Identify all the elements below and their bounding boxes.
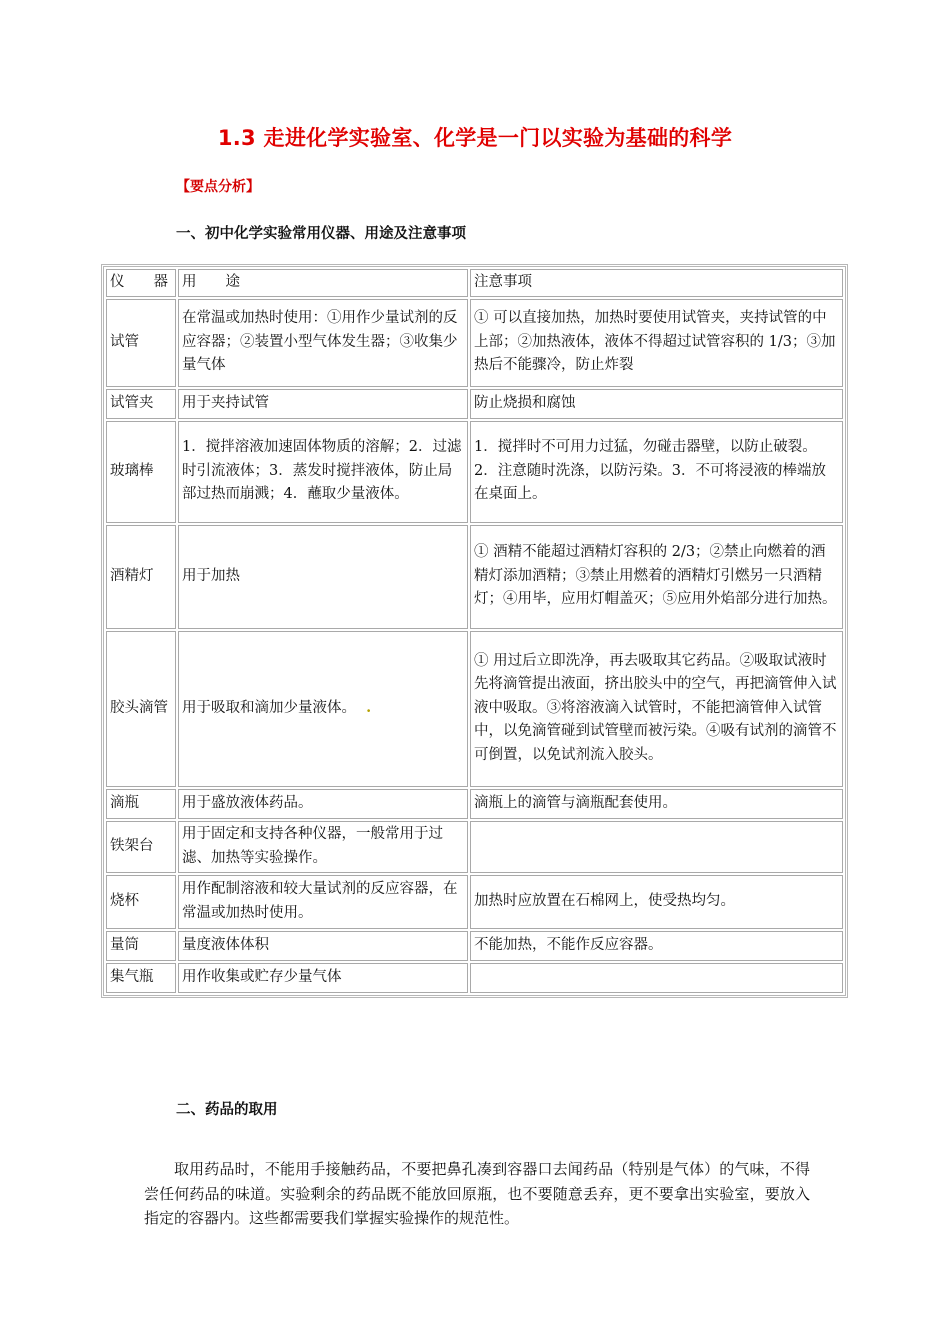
notes-cell: 1．搅拌时不可用力过猛，勿碰击器壁，以防止破裂。2．注意随时洗涤，以防污染。3．不可将浸液的棒端放在桌面上。 <box>470 421 843 523</box>
instrument-cell: 铁架台 <box>106 821 176 873</box>
notes-cell: ① 可以直接加热，加热时要使用试管夹，夹持试管的中上部；②加热液体，液体不得超过试管容积的 1/3；③加热后不能骤冷，防止炸裂 <box>470 299 843 387</box>
table-row <box>106 299 843 387</box>
header-instrument: 仪 器 <box>106 269 176 297</box>
use-cell: 在常温或加热时使用：①用作少量试剂的反应容器；②装置小型气体发生器；③收集少量气体 <box>178 299 468 387</box>
instrument-cell: 滴瓶 <box>106 789 176 819</box>
table-row <box>106 631 843 787</box>
table-row <box>106 821 843 873</box>
use-cell: 量度液体体积 <box>178 931 468 961</box>
instrument-cell: 集气瓶 <box>106 963 176 993</box>
instrument-cell: 试管夹 <box>106 389 176 419</box>
table-row <box>106 875 843 929</box>
use-cell: 用作配制溶液和较大量试剂的反应容器，在常温或加热时使用。 <box>178 875 468 929</box>
table-row <box>106 931 843 961</box>
use-text: 用于吸取和滴加少量液体。 <box>182 700 356 717</box>
header-notes: 注意事项 <box>470 269 843 297</box>
section1-heading: 一、初中化学实验常用仪器、用途及注意事项 <box>176 226 466 242</box>
instrument-cell: 烧杯 <box>106 875 176 929</box>
table-row <box>106 389 843 419</box>
instrument-table <box>101 264 848 998</box>
notes-cell: 防止烧损和腐蚀 <box>470 389 843 419</box>
table-row <box>106 789 843 819</box>
instrument-cell: 酒精灯 <box>106 525 176 629</box>
instrument-cell: 试管 <box>106 299 176 387</box>
header-use: 用 途 <box>178 269 468 297</box>
section2-heading: 二、药品的取用 <box>176 1102 278 1118</box>
section2-paragraph: 取用药品时，不能用手接触药品，不要把鼻孔凑到容器口去闻药品（特别是气体）的气味，不得尝任何药品的味道。实验剩余的药品既不能放回原瓶，也不要随意丢弃，更不要拿出实验室，要放入指定的容器内。这些都需要我们掌握实验操作的规范性。 <box>144 1160 810 1227</box>
use-cell: 用作收集或贮存少量气体 <box>178 963 468 993</box>
notes-cell: ① 酒精不能超过酒精灯容积的 2/3；②禁止向燃着的酒精灯添加酒精；③禁止用燃着的酒精灯引燃另一只酒精灯；④用毕，应用灯帽盖灭；⑤应用外焰部分进行加热。 <box>470 525 843 629</box>
notes-cell: 不能加热，不能作反应容器。 <box>470 931 843 961</box>
notes-cell: ① 用过后立即洗净，再去吸取其它药品。②吸取试液时先将滴管提出液面，挤出胶头中的空气，再把滴管伸入试液中吸取。③将溶液滴入试管时，不能把滴管伸入试管中，以免滴管碰到试管壁而被污染。④吸有试剂的滴管不可倒置，以免试剂流入胶头。 <box>470 631 843 787</box>
instrument-cell: 玻璃棒 <box>106 421 176 523</box>
stray-dot: . <box>356 699 372 717</box>
notes-cell: 加热时应放置在石棉网上，使受热均匀。 <box>470 875 843 929</box>
use-cell: 用于夹持试管 <box>178 389 468 419</box>
instrument-cell: 胶头滴管 <box>106 631 176 787</box>
section-tag: 【要点分析】 <box>176 179 260 195</box>
use-cell: 用于盛放液体药品。 <box>178 789 468 819</box>
notes-cell <box>470 963 843 993</box>
table-row <box>106 421 843 523</box>
use-cell: 1．搅拌溶液加速固体物质的溶解；2．过滤时引流液体；3．蒸发时搅拌液体，防止局部过热而崩溅；4．蘸取少量液体。 <box>178 421 468 523</box>
instrument-cell: 量筒 <box>106 931 176 961</box>
notes-cell <box>470 821 843 873</box>
page-title: 1.3 走进化学实验室、化学是一门以实验为基础的科学 <box>217 126 733 150</box>
use-cell: 用于固定和支持各种仪器，一般常用于过滤、加热等实验操作。 <box>178 821 468 873</box>
notes-cell: 滴瓶上的滴管与滴瓶配套使用。 <box>470 789 843 819</box>
table-row <box>106 525 843 629</box>
table-row <box>106 963 843 993</box>
use-cell <box>178 631 468 787</box>
table-header-row <box>106 269 843 297</box>
use-cell: 用于加热 <box>178 525 468 629</box>
